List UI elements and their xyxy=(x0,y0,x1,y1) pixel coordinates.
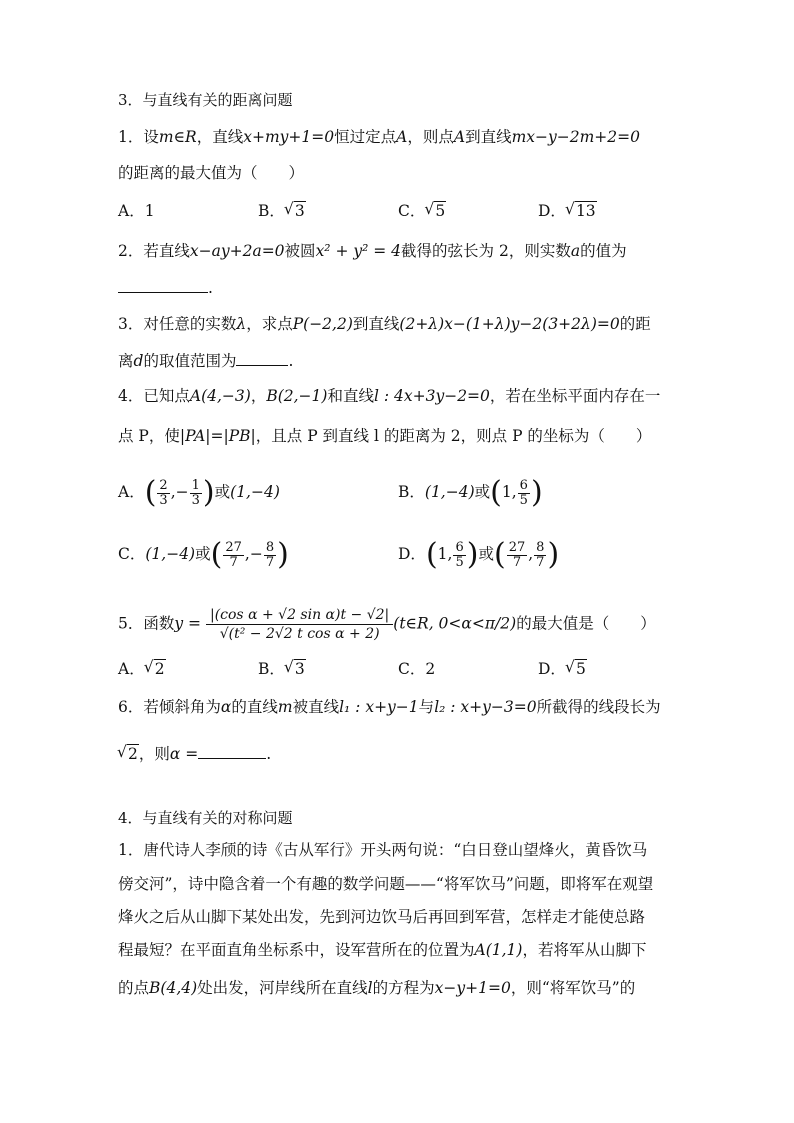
q1-line1: 1．设m∈R，直线x+my+1=0恒过定点A，则点A到直线mx−y−2m+2=0 xyxy=(118,128,641,146)
q3-blank[interactable] xyxy=(236,351,288,366)
q7-line1: 1．唐代诗人李颀的诗《古从军行》开头两句说：“白日登山望烽火，黄昏饮马 xyxy=(118,841,648,859)
q6-blank[interactable] xyxy=(198,744,266,759)
q3-line2: 离d的取值范围为 . xyxy=(118,352,294,370)
q4-line1: 4．已知点A(4,−3)，B(2,−1)和直线l : 4x+3y−2=0，若在坐标平面内存在一 xyxy=(118,387,661,405)
q2-answer-line: . xyxy=(118,278,213,298)
q5-line1: 5．函数y = $\frac{\text{|(cos α + √2 sin α)t − √2|}}{\text{√(t² − 2√2 t cos α + 2)}}$ (t∈R, 0<α<π/2)的最大值是（ ） xyxy=(118,607,656,642)
q4-option-b: B．(1,−4)或(1, $\frac{6}{5}$ ) xyxy=(398,475,543,510)
q1-option-a: A．1 xyxy=(118,202,155,220)
q5-option-c: C．2 xyxy=(398,660,436,678)
section-title-symmetry: 4．与直线有关的对称问题 xyxy=(118,809,293,827)
q5-option-b: B．√ 3 xyxy=(258,659,306,679)
q1-option-b: B．√ 3 xyxy=(258,201,306,221)
q4-option-a: A．( $\frac{2}{3}$ ,− $\frac{1}{3}$ )或(1,−4) xyxy=(118,475,280,510)
q4-option-d: D．(1, $\frac{6}{5}$ )或( $\frac{27}{7}$ , $\frac{8}{7}$ ) xyxy=(398,537,560,572)
q6-line1: 6．若倾斜角为α的直线m被直线l₁ : x+y−1与l₂ : x+y−3=0所截得的线段长为 xyxy=(118,698,661,716)
q4-line2: 点 P，使|PA|=|PB|，且点 P 到直线 l 的距离为 2，则点 P 的坐标为（ ） xyxy=(118,427,652,445)
q7-line3: 烽火之后从山脚下某处出发，先到河边饮马后再回到军营，怎样走才能使总路 xyxy=(118,908,646,926)
q5-fraction: $\frac{\text{|(cos α + √2 sin α)t − √2|}}{\text{√(t² − 2√2 t cos α + 2)}}$ xyxy=(206,606,393,643)
q5-option-d: D．√ 5 xyxy=(538,659,587,679)
q7-line5: 的点B(4,4)处出发，河岸线所在直线l的方程为x−y+1=0，则“将军饮马”的 xyxy=(118,979,636,997)
q7-line2: 傍交河”，诗中隐含着一个有趣的数学问题——“将军饮马”问题，即将军在观望 xyxy=(118,875,654,893)
q4-option-c: C．(1,−4)或( $\frac{27}{7}$ ,− $\frac{8}{7}$ ) xyxy=(118,537,289,572)
q5-option-a: A．√ 2 xyxy=(118,659,166,679)
section-title-distance: 3．与直线有关的距离问题 xyxy=(118,91,293,109)
q3-line1: 3．对任意的实数λ，求点P(−2,2)到直线(2+λ)x−(1+λ)y−2(3+2λ)=0的距 xyxy=(118,315,651,333)
q2-line1: 2．若直线x−ay+2a=0被圆x² + y² = 4截得的弦长为 2，则实数a的值为 xyxy=(118,242,627,260)
q6-line2: √ 2，则α = . xyxy=(118,744,271,764)
q7-line4: 程最短？在平面直角坐标系中，设军营所在的位置为A(1,1)，若将军从山脚下 xyxy=(118,941,647,959)
q1-option-d: D．√ 13 xyxy=(538,201,597,221)
q1-line2: 的距离的最大值为（ ） xyxy=(118,164,305,182)
q2-blank[interactable] xyxy=(118,278,208,293)
q1-option-c: C．√ 5 xyxy=(398,201,446,221)
